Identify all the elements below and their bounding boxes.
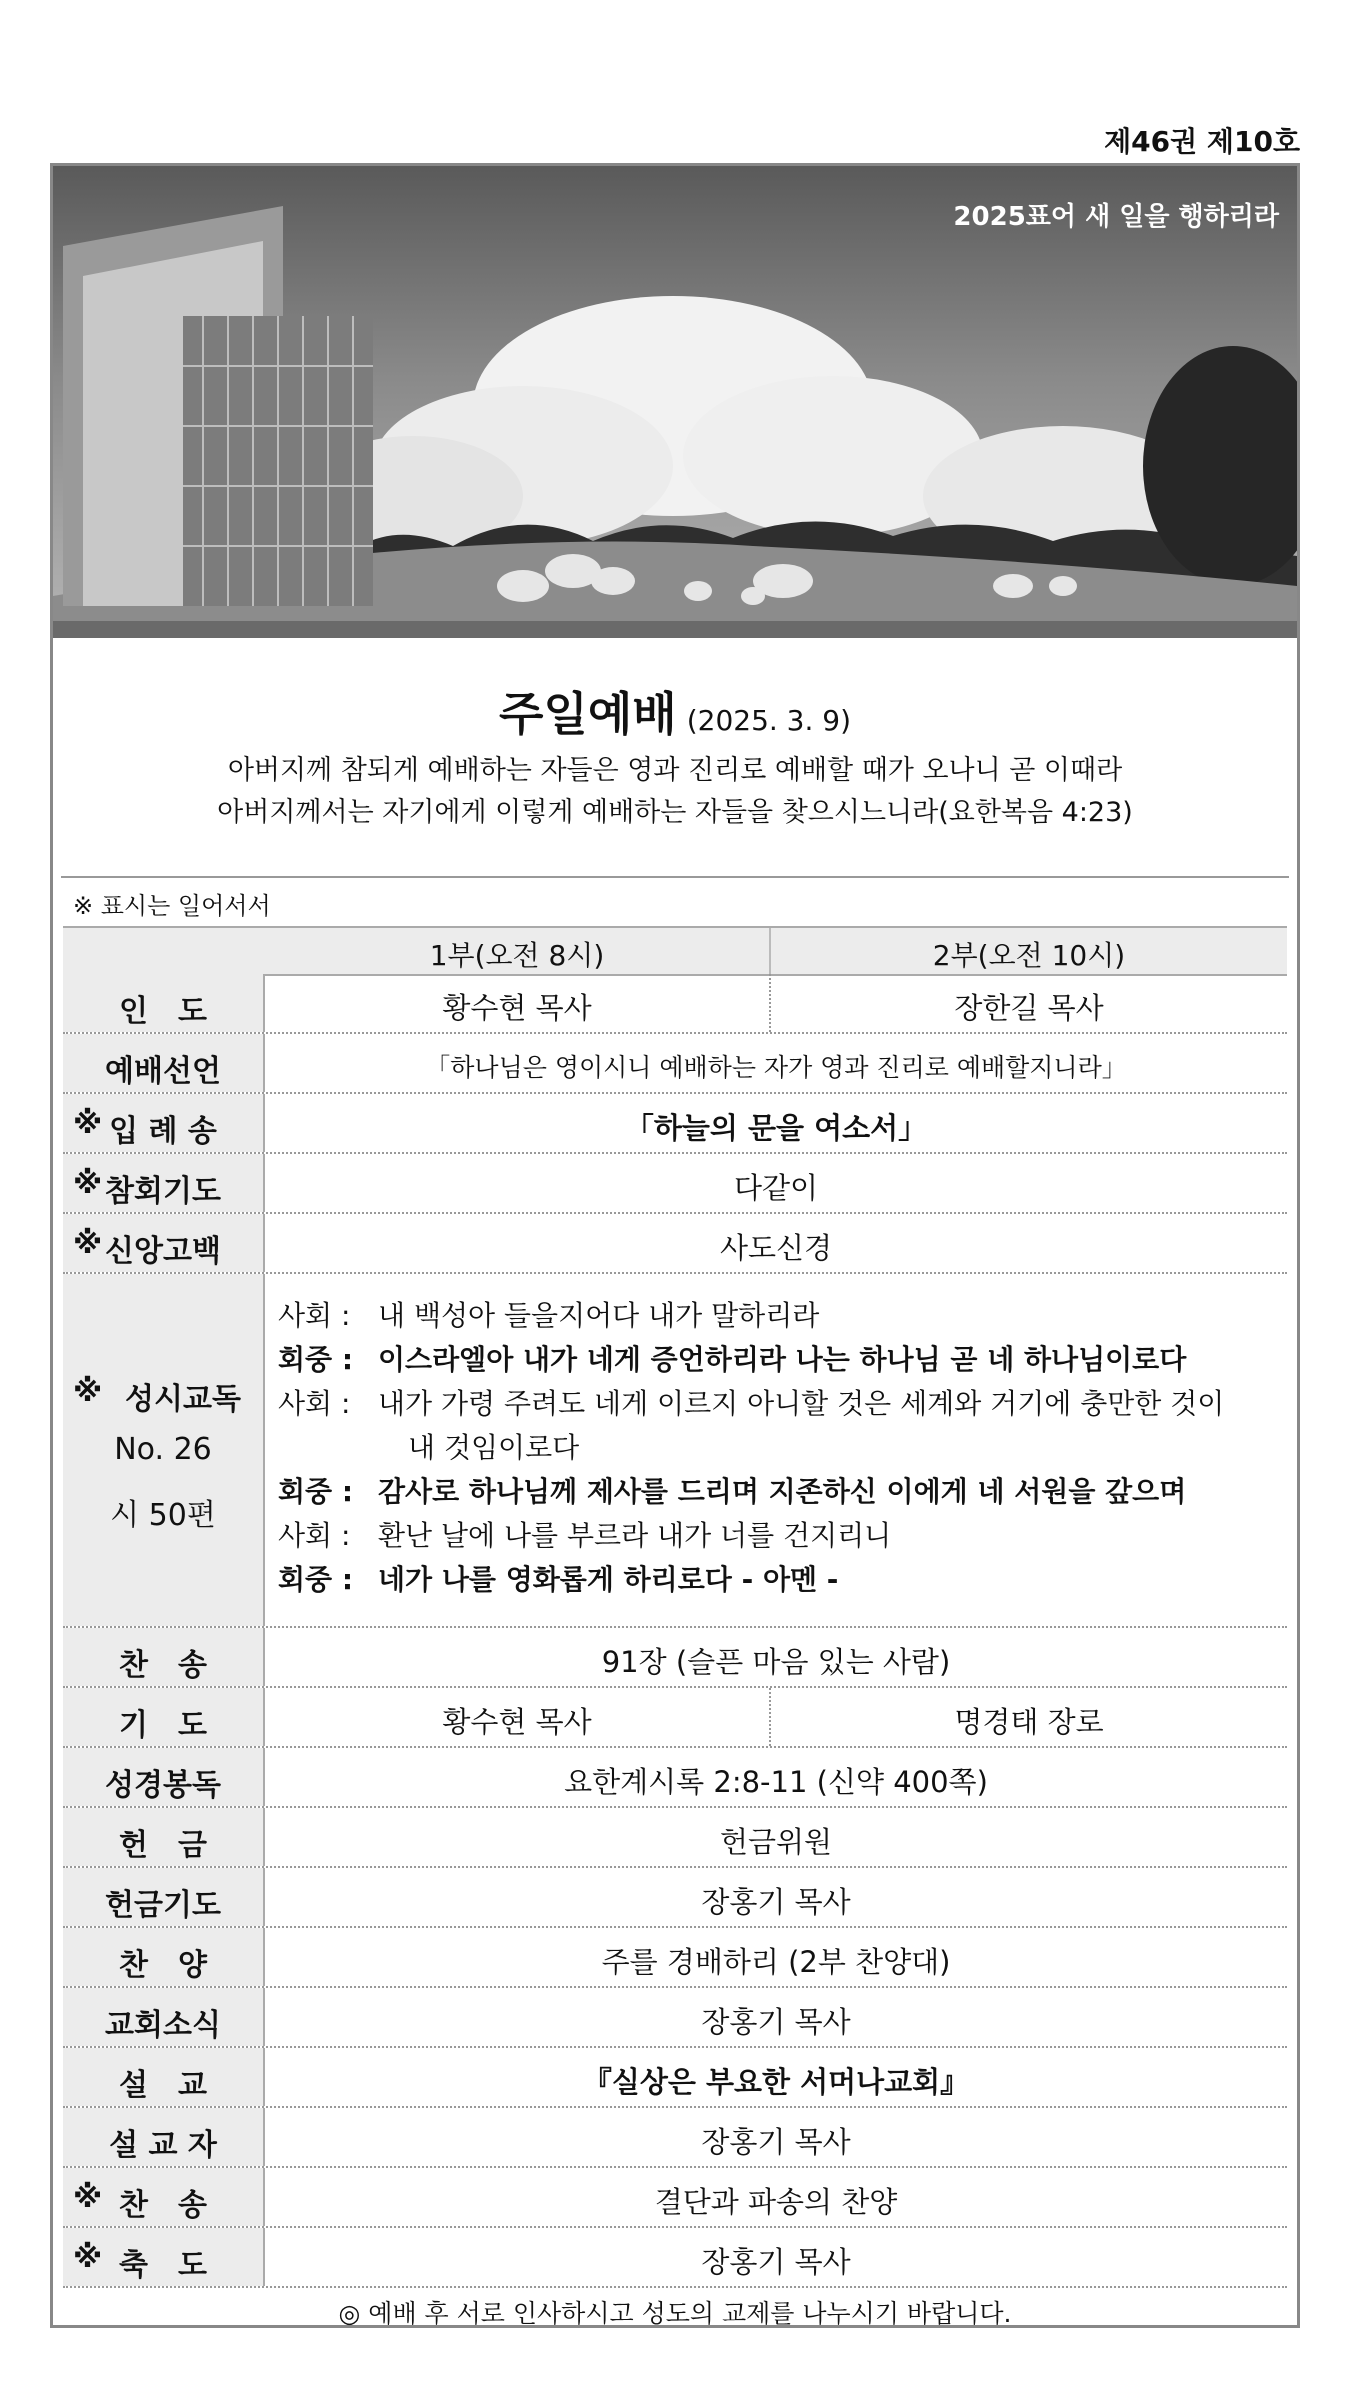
bulletin-frame xyxy=(50,163,1300,2328)
speaker: 사회 : xyxy=(278,1299,351,1332)
verse-line-2: 아버지께서는 자기에게 이렇게 예배하는 자들을 찾으시느니라(요한복음 4:23) xyxy=(217,797,1133,828)
row-label: 찬 송 xyxy=(119,2188,207,2223)
psalm-reference: 시 50편 xyxy=(110,1498,216,1533)
row-value: 장홍기 목사 xyxy=(701,2125,851,2159)
standing-note: ※ 표시는 일어서서 xyxy=(73,892,271,920)
row-offering xyxy=(63,1808,1287,1868)
line-text: 환난 날에 나를 부르라 내가 너를 건지리니 xyxy=(378,1519,892,1552)
row-value: 요한계시록 2:8-11 (신약 400쪽) xyxy=(564,1765,988,1799)
row-value: 다같이 xyxy=(733,1171,819,1205)
row-declaration xyxy=(63,1034,1287,1094)
row-creed xyxy=(63,1214,1287,1274)
row-label: 신앙고백 xyxy=(105,1234,221,1269)
reading-number: No. 26 xyxy=(114,1432,212,1467)
row-closing-hymn xyxy=(63,2168,1287,2228)
row-label: 기 도 xyxy=(119,1708,207,1743)
row-value: 결단과 파송의 찬양 xyxy=(654,2185,898,2219)
standing-mark: ※ xyxy=(73,2240,103,2275)
row-value: 91장 (슬픈 마음 있는 사람) xyxy=(601,1645,951,1679)
banner-motto: 2025표어 새 일을 행하리라 xyxy=(953,202,1279,232)
service-date: (2025. 3. 9) xyxy=(686,704,852,737)
speaker: 회중 : xyxy=(278,1475,354,1508)
sermon-title: 『실상은 부요한 서머나교회』 xyxy=(582,2065,970,2099)
row-label: 설 교 자 xyxy=(109,2128,217,2163)
standing-mark: ※ xyxy=(73,1374,103,1409)
verse-line-1: 아버지께 참되게 예배하는 자들은 영과 진리로 예배할 때가 오나니 곧 이때라 xyxy=(227,755,1123,786)
row-value: 「하나님은 영이시니 예배하는 자가 영과 진리로 예배할지니라」 xyxy=(425,1053,1127,1082)
row-label: 인 도 xyxy=(119,994,207,1029)
row-label: 축 도 xyxy=(119,2248,207,2283)
row-value: 장홍기 목사 xyxy=(701,2245,851,2279)
closing-note: ◎ 예배 후 서로 인사하시고 성도의 교제를 나누시기 바랍니다. xyxy=(338,2299,1012,2328)
row-label: 설 교 xyxy=(119,2068,207,2103)
row-label: 교회소식 xyxy=(105,2008,221,2043)
responsive-lines xyxy=(278,1294,1224,1602)
service-times-header xyxy=(63,926,1287,976)
row-confession xyxy=(63,1154,1287,1214)
speaker: 회중 : xyxy=(278,1343,354,1376)
row-invocation xyxy=(63,974,1287,1034)
row-value: 헌금위원 xyxy=(719,1825,833,1859)
line-text: 내 것임이로다 xyxy=(408,1431,580,1464)
row-value-first: 황수현 목사 xyxy=(442,991,592,1025)
divider xyxy=(61,876,1289,878)
line-text: 이스라엘아 내가 네게 증언하리라 나는 하나님 곧 네 하나님이로다 xyxy=(378,1343,1187,1376)
row-offering-prayer xyxy=(63,1868,1287,1928)
standing-mark: ※ xyxy=(73,2180,103,2215)
volume-number: 제46권 제10호 xyxy=(1104,125,1300,158)
row-hymn xyxy=(63,1628,1287,1688)
row-benediction xyxy=(63,2228,1287,2288)
row-choir xyxy=(63,1928,1287,1988)
service-header xyxy=(53,638,1297,858)
line-text: 내 백성아 들을지어다 내가 말하리라 xyxy=(378,1299,820,1332)
standing-mark: ※ xyxy=(73,1106,103,1141)
speaker: 사회 : xyxy=(278,1519,351,1552)
row-label: 참회기도 xyxy=(105,1174,221,1209)
speaker: 회중 : xyxy=(278,1563,354,1596)
line-text: 감사로 하나님께 제사를 드리며 지존하신 이에게 네 서원을 갚으며 xyxy=(378,1475,1187,1508)
row-prayer xyxy=(63,1688,1287,1748)
row-label: 성시교독 xyxy=(125,1382,241,1417)
landscape-illustration xyxy=(53,166,1297,638)
row-sermon xyxy=(63,2048,1287,2108)
row-preacher xyxy=(63,2108,1287,2168)
row-responsive-reading xyxy=(63,1274,1287,1628)
row-label: 예배선언 xyxy=(105,1054,221,1089)
row-label: 입 례 송 xyxy=(109,1114,217,1149)
row-entrance-hymn xyxy=(63,1094,1287,1154)
banner-image xyxy=(53,166,1297,638)
row-label: 찬 양 xyxy=(119,1948,207,1983)
row-label: 성경봉독 xyxy=(105,1768,221,1803)
row-value: 「하늘의 문을 여소서」 xyxy=(624,1111,928,1145)
page-title: 주일예배 xyxy=(498,687,677,741)
row-value: 장홍기 목사 xyxy=(701,2005,851,2039)
row-label: 찬 송 xyxy=(119,1648,207,1683)
row-value: 장홍기 목사 xyxy=(701,1885,851,1919)
standing-mark: ※ xyxy=(73,1226,103,1261)
line-text: 네가 나를 영화롭게 하리로다 - 아멘 - xyxy=(378,1563,839,1596)
row-news xyxy=(63,1988,1287,2048)
row-label: 헌금기도 xyxy=(105,1888,221,1923)
row-value: 주를 경배하리 (2부 찬양대) xyxy=(601,1945,951,1979)
row-value-second: 장한길 목사 xyxy=(954,991,1104,1025)
row-value-second: 명경태 장로 xyxy=(954,1705,1104,1739)
standing-mark: ※ xyxy=(73,1166,103,1201)
row-value: 사도신경 xyxy=(719,1231,833,1265)
first-service-time: 1부(오전 8시) xyxy=(429,939,605,972)
second-service-time: 2부(오전 10시) xyxy=(932,939,1126,972)
line-text: 내가 가령 주려도 네게 이르지 아니할 것은 세계와 거기에 충만한 것이 xyxy=(378,1387,1225,1420)
row-scripture xyxy=(63,1748,1287,1808)
row-value-first: 황수현 목사 xyxy=(442,1705,592,1739)
speaker: 사회 : xyxy=(278,1387,351,1420)
row-label: 헌 금 xyxy=(119,1828,207,1863)
